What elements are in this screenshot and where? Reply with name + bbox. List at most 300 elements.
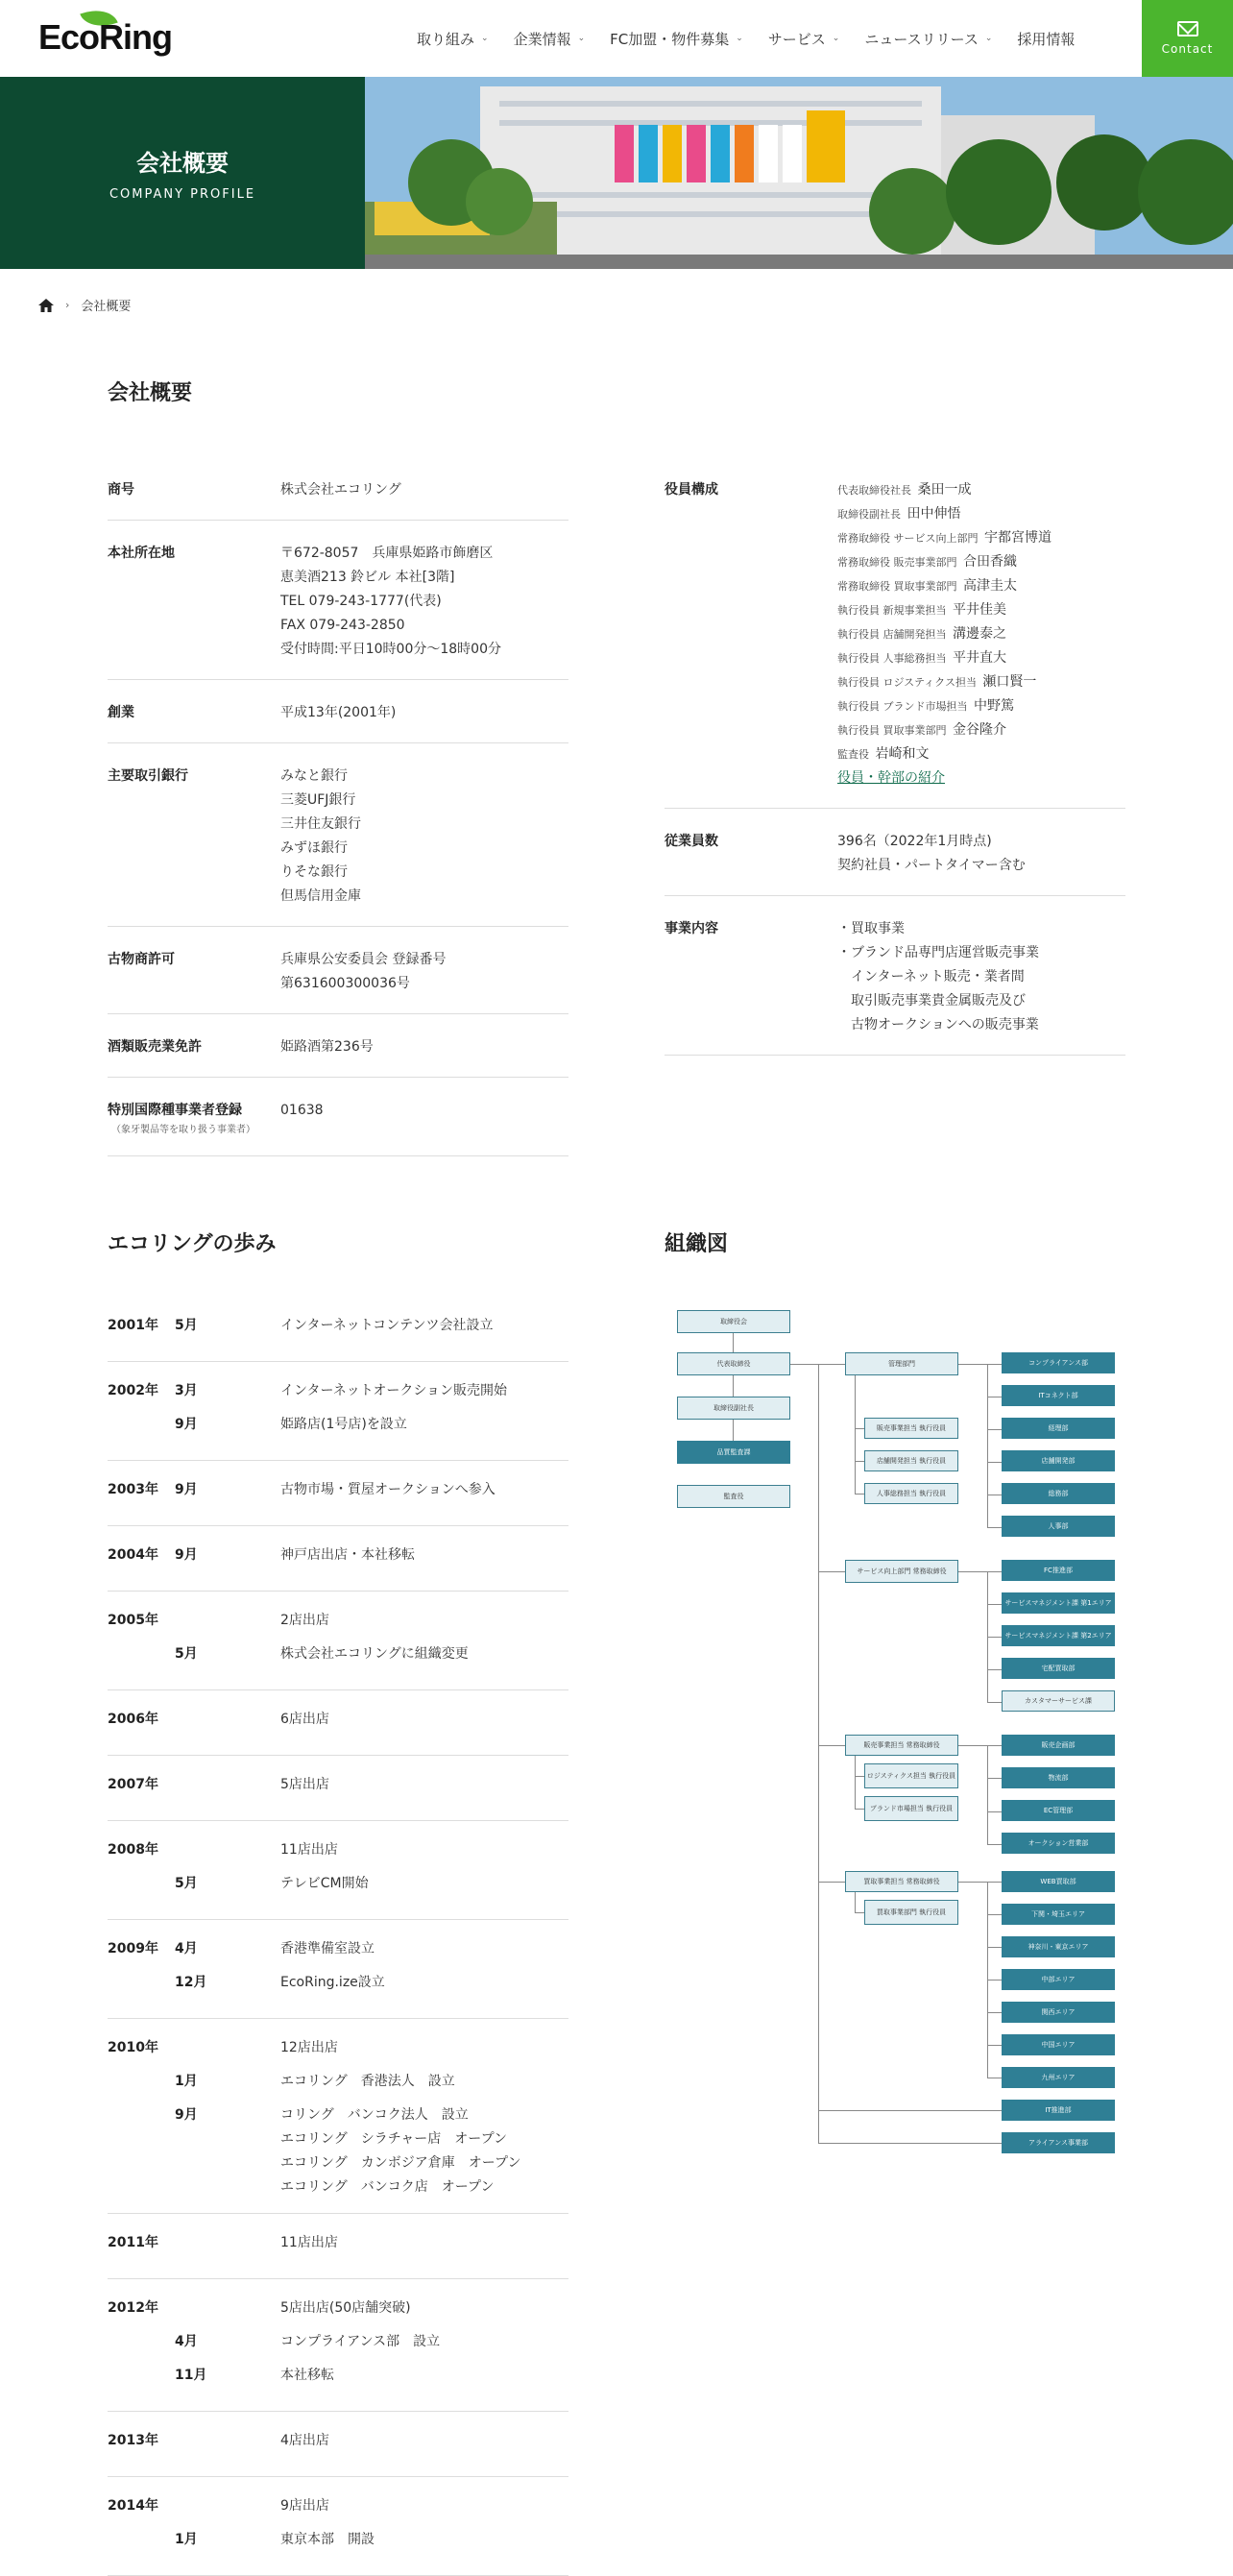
history-row [108, 1756, 568, 1821]
org-box-department: 経理部 [1002, 1418, 1115, 1439]
org-connector-line [733, 1420, 734, 1441]
history-text [280, 2070, 568, 2103]
value-line: 第631600300036号 [280, 976, 410, 991]
org-connector-line [818, 2143, 1002, 2144]
value-line: 396名（2022年1月時点) [837, 834, 992, 849]
org-connector-line [855, 1494, 864, 1495]
officer-item [837, 670, 1125, 694]
history-year [108, 2330, 175, 2364]
org-box-department: 店舗開発部 [1002, 1450, 1115, 1471]
org-connector-line [855, 1428, 864, 1429]
history-text [280, 2036, 568, 2070]
contact-button[interactable] [1142, 0, 1233, 77]
history-year: 2010年 [108, 2040, 158, 2055]
history-row [108, 1461, 568, 1526]
org-box-department: WEB買取部 [1002, 1871, 1115, 1892]
info-label: 主要取引銀行 [108, 768, 188, 784]
history-month: 5月 [175, 1646, 198, 1662]
history-row [108, 2019, 568, 2214]
nav-label: 採用情報 [1017, 30, 1076, 48]
history-month: 5月 [175, 1318, 198, 1333]
officer-position: 監査役 [837, 748, 869, 761]
history-entry [108, 1872, 568, 1906]
org-connector-line [987, 1882, 1002, 1883]
info-label: 商号 [108, 482, 134, 498]
history-text [280, 1937, 568, 1971]
history-entry [108, 1773, 568, 1807]
history-year: 2003年 [108, 1482, 158, 1497]
history-text-line: 5店出店(50店舗突破) [280, 2300, 411, 2316]
info-row-business [665, 896, 1125, 1056]
officer-item [837, 742, 1125, 766]
org-box-department: 九州エリア [1002, 2067, 1115, 2088]
history-entry [108, 1543, 568, 1577]
history-entry [108, 2103, 568, 2199]
history-entry [108, 1642, 568, 1676]
info-label [108, 1099, 280, 1138]
info-value [280, 542, 568, 662]
org-box-executive: 品質監査課 [677, 1441, 790, 1464]
history-month [175, 1708, 280, 1741]
org-connector-line [855, 1756, 856, 1809]
info-label: 酒類販売業免許 [108, 1039, 202, 1055]
history-text-line: インターネットコンテンツ会社設立 [280, 1318, 494, 1333]
history-text-line: エコリング シラチャー店 オープン [280, 2131, 508, 2147]
org-box-department: 物流部 [1002, 1767, 1115, 1788]
history-year [108, 1872, 175, 1906]
nav-item-news[interactable] [864, 29, 992, 49]
contact-label: Contact [1161, 42, 1214, 56]
phone-number[interactable]: TEL 079-243-1777(代表) [280, 594, 442, 609]
history-text-line: 11店出店 [280, 2235, 338, 2250]
history-text-line: 東京本部 開設 [280, 2532, 375, 2547]
org-title: 組織図 [665, 1232, 729, 1256]
officer-name: 溝邊泰之 [952, 626, 1006, 642]
history-text [280, 2429, 568, 2463]
org-box-department: 中部エリア [1002, 1969, 1115, 1990]
info-row-species-registration [108, 1078, 568, 1156]
logo[interactable] [38, 13, 172, 61]
breadcrumb-current: 会社概要 [81, 300, 132, 314]
officer-item [837, 622, 1125, 646]
info-label: 本社所在地 [108, 546, 175, 561]
org-box-department: 総務部 [1002, 1483, 1115, 1504]
value-line: 01638 [280, 1103, 324, 1118]
org-connector-line [733, 1375, 734, 1397]
officer-position: 代表取締役社長 [837, 484, 911, 497]
officer-name: 平井佳美 [952, 602, 1006, 618]
org-connector-line [987, 1947, 1002, 1948]
officer-position: 常務取締役 サービス向上部門 [837, 532, 979, 545]
org-connector-line [987, 1745, 988, 1844]
history-entry [108, 2330, 568, 2364]
history-text [280, 1838, 568, 1872]
info-label: 事業内容 [665, 921, 718, 936]
history-entry [108, 1314, 568, 1348]
history-year: 2008年 [108, 1842, 158, 1858]
history-entry [108, 2231, 568, 2265]
history-text-line: 2店出店 [280, 1613, 329, 1628]
hero-banner [0, 77, 1233, 269]
org-connector-line [987, 1778, 1002, 1779]
history-text-line: コンプライアンス部 設立 [280, 2334, 441, 2349]
org-connector-line [958, 1745, 987, 1746]
nav-item-fc[interactable] [610, 29, 743, 49]
org-connector-line [818, 1571, 845, 1572]
org-connector-line [987, 2045, 1002, 2046]
value-line: ・買取事業 [837, 921, 905, 936]
officer-name: 中野篤 [973, 698, 1014, 714]
history-text-line: 株式会社エコリングに組織変更 [280, 1646, 469, 1662]
history-text-line: テレビCM開始 [280, 1876, 369, 1891]
history-month: 1月 [175, 2074, 198, 2089]
officer-name: 瀬口賢一 [982, 674, 1037, 690]
history-entry [108, 1937, 568, 1971]
history-year: 2001年 [108, 1318, 158, 1333]
history-text-line: エコリング カンボジア倉庫 オープン [280, 2155, 521, 2171]
value-line: 兵庫県公安委員会 登録番号 [280, 952, 447, 967]
history-month [175, 2297, 280, 2330]
history-year [108, 1413, 175, 1446]
org-box-department: 宅配買取部 [1002, 1658, 1115, 1679]
info-row-officers [665, 457, 1125, 809]
history-text-line: 本社移転 [280, 2368, 334, 2383]
history-month: 3月 [175, 1383, 198, 1398]
history-text-line: 古物市場・質屋オークションへ参入 [280, 1482, 496, 1497]
history-table [108, 1297, 568, 2576]
officer-position: 執行役員 ブランド市場担当 [837, 700, 968, 713]
history-row [108, 1821, 568, 1920]
org-connector-line [818, 1882, 845, 1883]
history-text [280, 1609, 568, 1642]
chevron-down-icon: ⌄ [736, 34, 743, 43]
nav-label: ニュースリリース [864, 30, 979, 48]
info-value [280, 948, 568, 996]
history-month: 5月 [175, 1876, 198, 1891]
org-box-division: サービス向上部門 常務取締役 [845, 1560, 958, 1583]
org-connector-line [987, 1364, 988, 1527]
history-year: 2013年 [108, 2433, 158, 2448]
info-row-address [108, 521, 568, 680]
org-box-division: ロジスティクス担当 執行役員 [864, 1763, 958, 1788]
value-line: みずほ銀行 [280, 840, 348, 856]
value-line: りそな銀行 [280, 864, 348, 880]
org-connector-line [855, 1912, 864, 1913]
org-connector-line [987, 1462, 1002, 1463]
org-connector-line [818, 1745, 845, 1746]
history-text-line: コリング バンコク法人 設立 [280, 2107, 469, 2123]
officers-intro-link[interactable]: 役員・幹部の紹介 [837, 770, 945, 786]
history-text [280, 1872, 568, 1906]
org-box-division: 販売事業担当 執行役員 [864, 1418, 958, 1439]
org-connector-line [987, 1914, 1002, 1915]
chevron-down-icon: ⌄ [577, 34, 586, 43]
breadcrumb [38, 296, 131, 314]
officer-name: 高津圭太 [962, 578, 1017, 594]
history-text-line: 12店出店 [280, 2040, 338, 2055]
chevron-down-icon: ⌄ [481, 34, 489, 43]
hero-building-image [365, 77, 1233, 269]
org-box-division: ブランド市場担当 執行役員 [864, 1796, 958, 1821]
history-entry [108, 1609, 568, 1642]
history-text [280, 2364, 568, 2397]
org-box-department: 販売企画部 [1002, 1735, 1115, 1756]
officer-list [837, 478, 1125, 790]
history-entry [108, 2364, 568, 2397]
history-text-line: 神戸店出店・本社移転 [280, 1547, 415, 1563]
history-year: 2011年 [108, 2235, 158, 2250]
nav-item-initiatives[interactable] [417, 29, 489, 49]
history-year: 2006年 [108, 1712, 158, 1727]
nav-label: サービス [767, 30, 826, 48]
history-text [280, 2297, 568, 2330]
value-line: 平成13年(2001年) [280, 705, 397, 720]
org-connector-line [958, 1364, 987, 1365]
history-entry [108, 1838, 568, 1872]
org-connector-line [987, 1527, 1002, 1528]
history-year [108, 1642, 175, 1676]
nav-item-recruit[interactable] [1017, 29, 1075, 49]
org-connector-line [855, 1461, 864, 1462]
hero-title-box [0, 77, 365, 269]
info-row-antique-license [108, 927, 568, 1014]
value-line: 姫路酒第236号 [280, 1039, 374, 1055]
org-connector-line [855, 1892, 856, 1912]
org-connector-line [733, 1333, 734, 1352]
history-row [108, 1592, 568, 1690]
org-connector-line [855, 1776, 864, 1777]
history-row [108, 2477, 568, 2576]
org-box-department: サービスマネジメント課 第1エリア [1002, 1592, 1115, 1614]
officer-name: 宇都宮博道 [983, 530, 1052, 546]
history-text [280, 2103, 568, 2199]
officer-item [837, 526, 1125, 550]
officer-position: 常務取締役 販売事業部門 [837, 556, 957, 569]
officer-position: 執行役員 ロジスティクス担当 [837, 676, 977, 689]
history-text [280, 2231, 568, 2265]
history-entry [108, 2036, 568, 2070]
history-month [175, 2231, 280, 2265]
info-value [280, 701, 568, 725]
org-connector-line [855, 1809, 864, 1810]
officer-item [837, 478, 1125, 502]
info-row-liquor-license [108, 1014, 568, 1078]
info-value [280, 1035, 568, 1059]
org-connector-line [855, 1375, 856, 1494]
value-line: 株式会社エコリング [280, 482, 401, 498]
history-entry [108, 2494, 568, 2528]
org-connector-line [958, 1571, 987, 1572]
officer-item [837, 718, 1125, 742]
history-text-line: 9店出店 [280, 2498, 329, 2514]
nav-item-services[interactable] [768, 29, 840, 49]
logo-text: EcoRing [38, 17, 173, 57]
value-line: 古物オークションへの販売事業 [837, 1017, 1039, 1033]
org-connector-line [987, 1604, 1002, 1605]
org-box-department: コンプライアンス部 [1002, 1352, 1115, 1373]
history-year: 2004年 [108, 1547, 158, 1563]
org-connector-line [987, 1811, 1002, 1812]
officer-item [837, 502, 1125, 526]
history-row [108, 1526, 568, 1592]
value-line: インターネット販売・業者間 [837, 969, 1025, 984]
home-icon[interactable] [38, 299, 54, 312]
history-text [280, 1379, 568, 1413]
history-text [280, 1971, 568, 2005]
org-connector-line [987, 1669, 1002, 1670]
value-line: 但馬信用金庫 [280, 888, 361, 904]
history-entry [108, 1413, 568, 1446]
org-box-department: 神奈川・東京エリア [1002, 1936, 1115, 1957]
mail-icon [1177, 21, 1198, 36]
org-box-division: 人事総務担当 執行役員 [864, 1483, 958, 1504]
officer-position: 執行役員 人事総務担当 [837, 652, 947, 665]
history-entry [108, 1971, 568, 2005]
org-box-division: 販売事業担当 常務取締役 [845, 1735, 958, 1756]
history-month: 9月 [175, 1547, 198, 1563]
org-connector-line [987, 1637, 1002, 1638]
officer-name: 合田香織 [962, 554, 1017, 570]
info-value [280, 478, 568, 502]
info-label: 役員構成 [665, 482, 718, 498]
nav-label: FC加盟・物件募集 [610, 30, 730, 48]
profile-left-table [108, 457, 568, 1156]
info-value [837, 917, 1125, 1037]
chevron-down-icon: ⌄ [984, 34, 993, 43]
org-box-department: 関西エリア [1002, 2002, 1115, 2023]
history-entry [108, 2297, 568, 2330]
profile-title: 会社概要 [108, 381, 193, 405]
org-box-department: 中国エリア [1002, 2034, 1115, 2055]
org-box-executive: 取締役副社長 [677, 1397, 790, 1420]
value-line: 取引販売事業貴金属販売及び [837, 993, 1026, 1009]
history-text [280, 1543, 568, 1577]
history-year: 2012年 [108, 2300, 158, 2316]
value-line: 三菱UFJ銀行 [280, 792, 356, 808]
history-month: 4月 [175, 1941, 198, 1956]
info-label: 従業員数 [665, 834, 718, 849]
history-month: 9月 [175, 1417, 198, 1432]
history-text-line: 6店出店 [280, 1712, 329, 1727]
org-box-department: 人事部 [1002, 1516, 1115, 1537]
history-row [108, 1920, 568, 2019]
history-year: 2007年 [108, 1777, 158, 1792]
org-box-department: EC管理部 [1002, 1800, 1115, 1821]
info-row-banks [108, 743, 568, 927]
info-label: 古物商許可 [108, 952, 175, 967]
org-box-department: FC推進部 [1002, 1560, 1115, 1581]
history-row [108, 2279, 568, 2412]
officer-position: 執行役員 買取事業部門 [837, 724, 947, 737]
history-month [175, 2429, 280, 2463]
history-year: 2009年 [108, 1941, 158, 1956]
org-chart [672, 1306, 1124, 2171]
history-year: 2005年 [108, 1613, 158, 1628]
history-entry [108, 1478, 568, 1512]
org-connector-line [818, 1364, 819, 2143]
chevron-right-icon: › [65, 299, 70, 311]
history-title: エコリングの歩み [108, 1232, 277, 1256]
history-text [280, 2330, 568, 2364]
org-box-department: サービスマネジメント課 第2エリア [1002, 1625, 1115, 1646]
officer-item [837, 550, 1125, 574]
officer-position: 執行役員 新規事業担当 [837, 604, 947, 617]
org-box-department: オークション営業部 [1002, 1833, 1115, 1854]
value-line: 恵美酒213 鈴ビル 本社[3階] [280, 570, 455, 585]
officer-item [837, 598, 1125, 622]
history-text [280, 1314, 568, 1348]
history-month [175, 1609, 280, 1642]
page-subtitle: COMPANY PROFILE [109, 187, 256, 202]
history-text [280, 1708, 568, 1741]
officer-item [837, 646, 1125, 670]
history-year: 2014年 [108, 2498, 158, 2514]
info-row-company-name [108, 457, 568, 521]
info-label: 創業 [108, 705, 134, 720]
org-connector-line [987, 1571, 1002, 1572]
org-connector-line [987, 1429, 1002, 1430]
history-text-line: 4店出店 [280, 2433, 329, 2448]
officer-position: 取締役副社長 [837, 508, 901, 521]
history-row [108, 2214, 568, 2279]
officer-position: 執行役員 店舗開発担当 [837, 628, 947, 641]
history-month: 9月 [175, 1482, 198, 1497]
history-text-line: エコリング 香港法人 設立 [280, 2074, 455, 2089]
officer-name: 田中伸悟 [907, 506, 961, 522]
info-value [280, 765, 568, 909]
org-box-department: ITコネクト部 [1002, 1385, 1115, 1406]
org-box-executive: 監査役 [677, 1485, 790, 1508]
org-box-department: IT推進部 [1002, 2100, 1115, 2121]
history-text-line: EcoRing.ize設立 [280, 1975, 385, 1990]
value-line: ・ブランド品専門店運営販売事業 [837, 945, 1039, 960]
nav-item-company[interactable] [514, 29, 586, 49]
org-connector-line [987, 1702, 1002, 1703]
org-box-division: 店舗開発担当 執行役員 [864, 1450, 958, 1471]
history-text-line: 香港準備室設立 [280, 1941, 375, 1956]
value-line: 受付時間:平日10時00分～18時00分 [280, 642, 501, 657]
history-entry [108, 1708, 568, 1741]
history-entry [108, 2528, 568, 2562]
history-text [280, 1642, 568, 1676]
history-entry [108, 2429, 568, 2463]
history-month [175, 1773, 280, 1807]
org-box-department: アライアンス事業部 [1002, 2132, 1115, 2153]
history-year [108, 2070, 175, 2103]
history-month: 9月 [175, 2107, 198, 2123]
org-connector-line [818, 2110, 1002, 2111]
org-box-executive: 取締役会 [677, 1310, 790, 1333]
history-text-line: 11店出店 [280, 1842, 338, 1858]
history-row [108, 2412, 568, 2477]
site-header [0, 0, 1233, 77]
org-box-division: 買取事業部門 執行役員 [864, 1900, 958, 1925]
org-connector-line [987, 1980, 1002, 1981]
history-month [175, 1838, 280, 1872]
officer-item [837, 574, 1125, 598]
org-connector-line [987, 1364, 1002, 1365]
value-line: みなと銀行 [280, 768, 348, 784]
main-nav [417, 0, 1100, 77]
history-year [108, 2528, 175, 2562]
history-month: 11月 [175, 2368, 207, 2383]
org-connector-line [958, 1882, 987, 1883]
info-label-note: （象牙製品等を取り扱う事業者） [111, 1125, 255, 1135]
officer-item [837, 694, 1125, 718]
officer-name: 平井直大 [952, 650, 1006, 666]
history-year [108, 2103, 175, 2199]
history-year [108, 1971, 175, 2005]
